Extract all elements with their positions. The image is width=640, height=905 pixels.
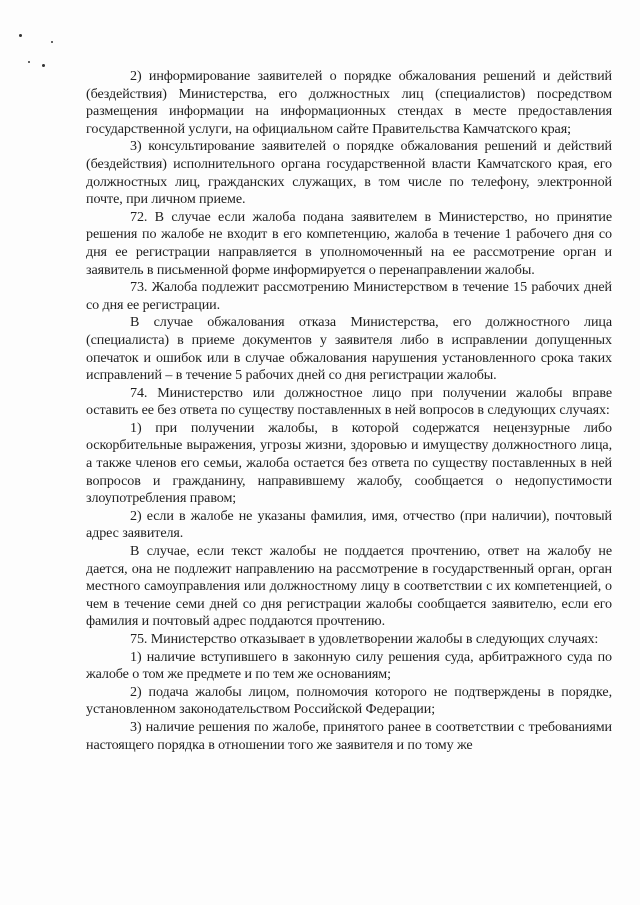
paragraph-72: 72. В случае если жалоба подана заявителем в Министерство, но принятие решения по жалобе не входит в его компетенцию, жалоба в течение 1 рабочего дня со дня ее регистрации направляется в уполномоченный на ее рассмотрение орган и заявитель в письменной форме информируется о перенаправлении жалобы.	[86, 208, 612, 278]
paragraph-75-item-2: 2) подача жалобы лицом, полномочия которого не подтверждены в порядке, установленном законодательством Российской Федерации;	[86, 683, 612, 718]
scan-speck	[28, 61, 30, 63]
paragraph-75-item-1: 1) наличие вступившего в законную силу решения суда, арбитражного суда по жалобе о том же предмете и по тем же основаниям;	[86, 648, 612, 683]
document-body	[86, 68, 612, 754]
paragraph-75-item-3: 3) наличие решения по жалобе, принятого ранее в соответствии с требованиями настоящего порядка в отношении того же заявителя и по тому же	[86, 718, 612, 753]
paragraph-73-appeal-refusal: В случае обжалования отказа Министерства, его должностного лица (специалиста) в приеме документов у заявителя либо в исправлении допущенных опечаток и ошибок или в случае обжалования нарушения установленного срока таких исправлений – в течение 5 рабочих дней со дня регистрации жалобы.	[86, 314, 612, 384]
paragraph-item-2-informing: 2) информирование заявителей о порядке обжалования решений и действий (бездействия) Министерства, его должностных лиц (специалистов) посредством размещения информации на информационных стендах в месте предоставления государственной услуги, на официальном сайте Правительства Камчатского края;	[86, 68, 612, 137]
paragraph-74-item-2: 2) если в жалобе не указаны фамилия, имя, отчество (при наличии), почтовый адрес заявителя.	[86, 507, 612, 542]
paragraph-74-unreadable: В случае, если текст жалобы не поддается прочтению, ответ на жалобу не дается, она не подлежит направлению на рассмотрение в государственный орган, орган местного самоуправления или должностному лицу в соответствии с их компетенцией, о чем в течение семи дней со дня регистрации жалобы сообщается заявителю, если его фамилия и почтовый адрес поддаются прочтению.	[86, 543, 612, 630]
paragraph-75: 75. Министерство отказывает в удовлетворении жалобы в следующих случаях:	[130, 631, 599, 647]
paragraph-item-3-consulting: 3) консультирование заявителей о порядке обжалования решений и действий (бездействия) исполнительного органа государственной власти Камчатского края, его должностных лиц, гражданских служащих, в том числе по телефону, электронной почте, при личном приеме.	[86, 138, 612, 208]
paragraph-73: 73. Жалоба подлежит рассмотрению Министерством в течение 15 рабочих дней со дня ее регистрации.	[86, 279, 612, 313]
paragraph-74: 74. Министерство или должностное лицо при получении жалобы вправе оставить ее без ответа по существу поставленных в ней вопросов в следующих случаях:	[86, 384, 612, 419]
scan-speck	[19, 34, 22, 37]
scan-specks	[0, 0, 80, 80]
paragraph-74-item-1: 1) при получении жалобы, в которой содержатся нецензурные либо оскорбительные выражения, угрозы жизни, здоровью и имуществу должностного лица, а также членов его семьи, жалоба остается без ответа по существу поставленных в ней вопросов и гражданину, направившему жалобу, сообщается о недопустимости злоупотребления правом;	[86, 419, 612, 507]
scan-speck	[42, 64, 45, 67]
scan-speck	[51, 41, 53, 43]
